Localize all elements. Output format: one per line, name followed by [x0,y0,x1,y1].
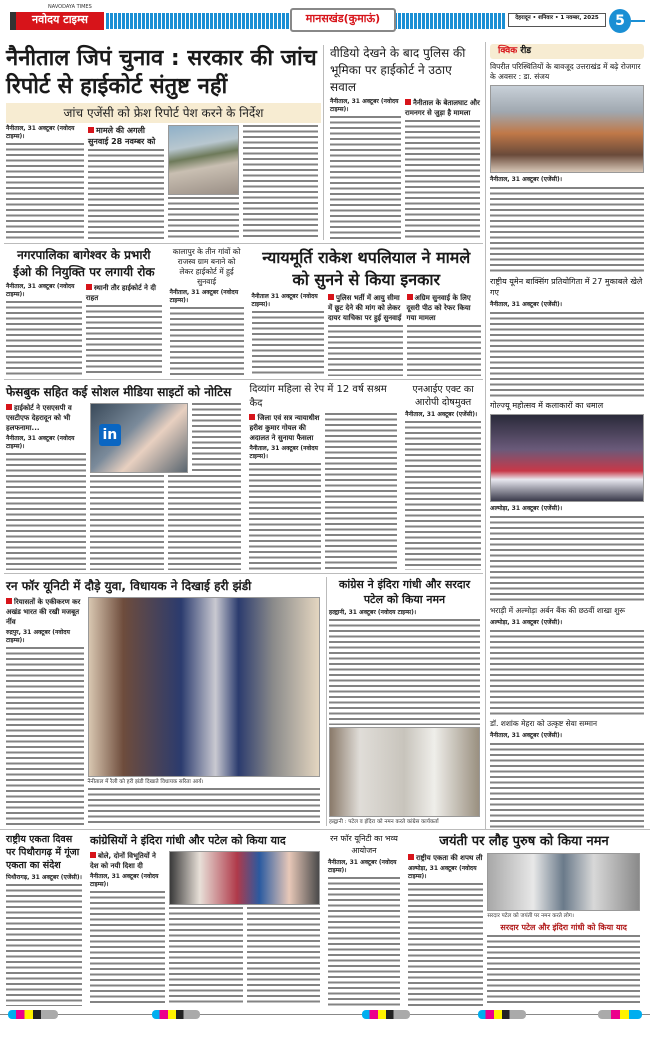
color-dots [362,1010,410,1019]
ironman-bullet: राष्ट्रीय एकता की शपथ ली [408,853,483,863]
run-story [4,577,322,826]
runevent-headline: रन फॉर यूनिटी का भव्य आयोजन [330,834,398,855]
facebook-col [90,403,242,570]
facebook-dateline: नैनीताल, 31 अक्टूबर (नवोदय टाइम्स)। [6,435,75,450]
run-for-unity-photo [88,597,321,777]
lead-dateline: नैनीताल, 31 अक्टूबर (नवोदय टाइम्स)। [6,125,75,140]
run-columns [6,597,320,826]
kalapur-headline: कालापुर के तीन गांवों को राजस्व ग्राम बनाने को लेकर हाईकोर्ट में हुई सुनवाई [172,247,241,286]
registration-line [0,1014,650,1015]
justice-body [328,325,402,376]
sidebar-dateline: नैनीताल, 31 अक्टूबर (एजेंसी)। [490,732,563,740]
video-col [405,98,480,240]
bageshwar-columns [6,283,162,376]
lead-subhead: जांच एजेंसी को फ्रेश रिपोर्ट पेश करने के निर्देश [6,103,321,123]
facebook-story [4,383,243,570]
quick-read-header [490,44,644,59]
sidebar-headline: डॉ. शशांक मेहरा को उत्कृष्ट सेवा सम्मान [490,719,598,729]
run-col [88,597,321,826]
sidebar-dateline: नैनीताल, 31 अक्टूबर (एजेंसी)। [490,176,563,183]
congressi-headline: कांग्रेसियों ने इंदिरा गांधी और पटेल को किया याद [90,834,286,847]
rape-headline: दिव्यांग महिला से रेप में 12 वर्ष सश्रम कैद [249,384,387,409]
bageshwar-headline: नगरपालिका बागेश्वर के प्रभारी ईओ की नियुक्ति पर लगायी रोक [13,248,155,279]
kalapur-story [168,247,246,376]
linkedin-icon: in [99,424,121,446]
facebook-body [90,475,164,570]
rape-body [325,413,397,570]
ironman-col [487,853,640,1006]
justice-headline: न्यायमूर्ति राकेश थपलियाल ने मामले को सुनने से किया इनकार [262,248,471,289]
color-dots [152,1010,200,1019]
run-body [88,788,321,826]
facebook-body [168,475,242,570]
band-notices [4,380,483,574]
bageshwar-story [4,247,164,376]
congress-tribute-photo [329,727,480,817]
kalapur-body [170,307,244,376]
lead-body [88,149,164,240]
band-bottom [0,829,650,1009]
bageshwar-bullet: स्थानी तौर हाईकोर्ट ने दी राहत [86,283,162,303]
high-court-photo [168,125,239,195]
section-title: मानसखंड(कुमाऊं) [290,8,396,32]
run-body [6,647,84,826]
congressi-text-row [169,907,320,1006]
page-number: 5 [609,9,631,33]
facebook-text-row [90,475,242,570]
brand-small: NAVODAYA TIMES [48,4,92,10]
pithoragarh-body [6,884,82,1006]
lead-body [6,143,84,240]
lead-body [243,125,318,240]
run-col [6,597,84,826]
page-line [631,20,645,22]
facebook-bullet: हाईकोर्ट ने एसएसपी व एसटीएफ देहरादून को भी हलफनामा... [6,403,86,433]
logo: नवोदय टाइम्स [10,12,104,30]
bageshwar-body [6,301,82,376]
congressi-story [88,833,322,1006]
video-body [330,116,401,240]
congressi-dateline: नैनीताल, 31 अक्टूबर (नवोदय टाइम्स)। [90,873,159,888]
video-headline: वीडियो देखने के बाद पुलिस की भूमिका पर हाईकोर्ट ने उठाए सवाल [330,46,466,94]
band-unity [4,574,483,829]
facebook-body [6,453,86,570]
video-columns [330,98,480,240]
runevent-dateline: नैनीताल, 31 अक्टूबर (नवोदय टाइम्स)। [328,859,397,874]
congressi-body [247,907,320,1006]
lead-body [168,197,239,240]
nia-headline: एनआईए एक्ट का आरोपी दोषमुक्त [412,384,474,408]
left-area [4,42,486,829]
runevent-story [326,833,402,1006]
sidebar-headline: भराड़ी में अल्मोड़ा अर्बन बैंक की छठवीं शाखा शुरू [490,605,626,615]
justice-col [252,293,325,376]
lead-col [6,125,84,240]
seminar-photo [490,85,644,173]
lead-bullet: मामले की अगली सुनवाई 28 नवम्बर को [88,125,164,147]
band-court [4,244,483,380]
read-label: रीड [520,46,532,56]
lead-col [168,125,239,240]
masthead [0,0,650,42]
sidebar-body [490,312,644,398]
run-caption: नैनीताल में रैली को हरी झंडी दिखाते विधायक सरिता आर्य। [87,779,204,785]
ironman-photo [487,853,640,911]
ironman-dateline: अल्मोड़ा, 31 अक्टूबर (नवोदय टाइम्स)। [408,865,477,880]
band-lead [4,42,483,244]
congressi-columns [90,851,320,1006]
rape-col [249,413,321,570]
quick-label: क्विक [498,46,518,56]
congress-headline: कांग्रेस ने इंदिरा गांधी और सरदार पटेल को किया नमन [338,578,471,606]
top-region [0,42,650,829]
facebook-headline: फेसबुक सहित कई सोशल मीडिया साइटों को नोटिस [6,385,232,399]
justice-col [328,293,402,376]
sidebar-body [490,743,644,829]
sidebar-headline: राष्ट्रीय यूमेन बाक्सिंग प्रतियोगिता में 27 मुकाबले खेले गए [490,276,643,297]
lead-headline: नैनीताल जिपं चुनाव : सरकार की जांच रिपोर्ट से हाईकोर्ट संतुष्ट नहीं [6,46,317,99]
ironman-story [406,833,642,1006]
bageshwar-col [86,283,162,376]
justice-bullet-2: अग्रिम सुनवाई के लिए दूसरी पीठ को रेफर किया गया मामला [407,293,481,323]
video-story [328,45,482,240]
ironman-columns [408,853,640,1006]
video-col [330,98,401,240]
justice-bullet-1: पुलिस भर्ती में आयु सीमा में छूट देने की मांग को लेकर दायर याचिका पर हुई सुनवाई [328,294,402,322]
run-bullet: रियासतों के एकीकरण कर अखंड भारत की रखी मजबूत नींव [6,597,84,627]
bageshwar-col [6,283,82,376]
rape-story [247,383,399,570]
video-bullet: नैनीताल के बेतालघाट और रामनगर से जुड़ा है मामला [405,99,480,117]
ironman-caption: सरदार पटेल को जयंती पर नमन करते लोग। [487,913,574,919]
sidebar-dateline: नैनीताल, 31 अक्टूबर (एजेंसी)। [490,300,563,308]
rape-columns [249,413,397,570]
sidebar-body [490,630,644,716]
pithoragarh-headline: राष्ट्रीय एकता दिवस पर पिथौरागढ़ में गूंजा एकता का संदेश [6,834,80,871]
sidebar-body [490,187,644,273]
justice-body [407,325,481,376]
congress-dateline: हल्द्वानी, 31 अक्टूबर (नवोदय टाइम्स)। [329,609,417,616]
runevent-body [328,877,400,1006]
social-media-photo [90,403,188,473]
congressi-col [90,851,165,1006]
rape-dateline: नैनीताल, 31 अक्टूबर (नवोदय टाइम्स)। [249,445,319,460]
bageshwar-dateline: नैनीताल, 31 अक्टूबर (नवोदय टाइम्स)। [6,283,75,298]
bageshwar-body [86,305,162,376]
run-dateline: रुद्रपुर, 31 अक्टूबर (नवोदय टाइम्स)। [6,629,70,644]
registration-marks [0,1009,650,1021]
color-dots [598,1010,642,1019]
golju-festival-photo [490,414,644,502]
video-dateline: नैनीताल, 31 अक्टूबर (नवोदय टाइम्स)। [330,98,399,113]
congressi-body [169,907,242,1006]
nia-story [403,383,483,570]
run-headline: रन फॉर यूनिटी में दौड़े युवा, विधायक ने दिखाई हरी झंडी [6,579,252,593]
ironman-col [408,853,483,1006]
sidebar-body [490,516,644,602]
nia-dateline: नैनीताल, 31 अक्टूबर (एजेंसी)। [405,411,478,418]
rape-bullet: जिला एवं सत्र न्यायाधीश हरीश कुमार गोयल की अदालत ने सुनाया फैसला [249,414,320,442]
facebook-photo-row [90,403,242,473]
dateline: देहरादून • शनिवार • 1 नवम्बर, 2025 [508,13,606,27]
rape-body [249,463,321,570]
justice-columns [252,293,482,376]
congress-body [329,619,480,725]
sidebar-headline: गोल्ज्यू महोत्सव में कलाकारों का धमाल [490,401,604,411]
congressi-photo [169,851,320,905]
sidebar-dateline: अल्मोड़ा, 31 अक्टूबर (एजेंसी)। [490,618,563,626]
lead-columns [6,125,321,240]
congressi-bullet: बोले, दोनों विभूतियों ने देश को नयी दिशा दी [90,851,165,871]
ironman-headline: जयंती पर लौह पुरुष को किया नमन [439,834,609,849]
justice-story [250,247,484,376]
lead-col [243,125,318,240]
kalapur-dateline: नैनीताल, 31 अक्टूबर (नवोदय टाइम्स)। [169,289,239,304]
pithoragarh-dateline: पिथौरागढ़, 31 अक्टूबर (एजेंसी)। [6,874,82,881]
congressi-col [169,851,320,1006]
rape-col [325,413,397,570]
justice-dateline: नैनीताल 31 अक्टूबर (नवोदय टाइम्स)। [251,293,318,308]
ironman-body [408,883,483,1006]
color-dots [8,1010,58,1019]
congress-caption: हल्द्वानी : पटेल व इंदिरा को नमन करते कांग्रेस कार्यकर्ता [329,819,439,825]
justice-body [252,311,325,376]
color-dots [478,1010,526,1019]
sidebar-headline: विपरीत परिस्थितियों के बावजूद उत्तराखंड में बढ़े रोजगार के अवसर : डा. संजय [490,62,641,81]
video-body [405,120,480,240]
facebook-col [6,403,86,570]
facebook-body [192,403,242,473]
congress-story [326,577,482,826]
pithoragarh-story [4,833,84,1006]
nia-body [405,421,481,570]
lead-col [88,125,164,240]
congressi-body [90,891,165,1006]
justice-col [407,293,481,376]
facebook-columns [6,403,241,570]
sidebar-dateline: अल्मोड़ा, 31 अक्टूबर (एजेंसी)। [490,505,563,513]
ironman-body [487,935,640,1006]
ironman-subheadline: सरदार पटेल और इंदिरा गांधी को किया याद [500,923,627,932]
quick-read-sidebar [490,42,644,829]
lead-story [4,45,324,240]
